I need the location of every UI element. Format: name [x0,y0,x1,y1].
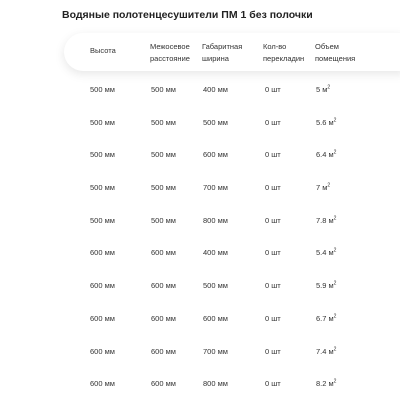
cell-width: 700 мм [203,346,228,356]
volume-value: 8.2 м [316,379,334,389]
cell-rungs: 0 шт [265,313,281,323]
volume-value: 7.8 м [316,215,334,225]
cell-axis-distance: 500 мм [151,85,176,94]
page-title: Водяные полотенцесушители ПМ 1 без полочки [62,9,313,21]
header-height [90,45,116,57]
cell-rungs: 0 шт [265,215,281,225]
cell-width: 600 мм [203,150,228,160]
cell-volume [316,183,330,192]
cell-width: 500 мм [203,281,228,291]
cell-axis-distance: 600 мм [151,346,176,356]
cell-axis-distance: 500 мм [151,215,176,225]
specs-table [64,33,400,389]
cell-rungs: 0 шт [265,183,281,193]
table-row [64,183,400,216]
volume-value: 7.4 м [316,346,334,356]
cell-axis-distance: 600 мм [151,248,176,258]
table-row [64,216,400,249]
cell-volume [316,216,336,225]
cell-axis-distance: 600 мм [151,281,176,291]
header-overall-width [202,41,242,65]
header-label: помещения [315,54,356,63]
table-row [64,347,400,380]
header-label: расстояние [150,54,190,63]
cell-height: 500 мм [90,85,115,94]
cell-height: 500 мм [90,215,115,225]
cell-axis-distance: 500 мм [151,117,176,127]
cell-rungs: 0 шт [265,281,281,291]
cell-rungs: 0 шт [265,346,281,356]
cell-height: 600 мм [90,313,115,323]
volume-value: 5.6 м [316,117,334,127]
cell-volume [316,150,336,159]
cell-rungs: 0 шт [265,85,281,94]
volume-value: 5.9 м [316,281,334,291]
cell-volume [316,281,336,290]
cell-axis-distance: 500 мм [151,183,176,193]
table-row [64,150,400,183]
header-label: Объем [315,42,339,51]
volume-exponent: 2 [327,182,331,189]
header-label: ширина [202,54,229,63]
header-label: Кол-во [263,42,287,51]
cell-rungs: 0 шт [265,248,281,258]
header-label: Габаритная [202,42,243,51]
cell-width: 700 мм [203,183,228,193]
volume-exponent: 2 [333,346,337,352]
cell-volume [316,347,336,356]
volume-value: 5 м [316,85,328,94]
cell-height: 600 мм [90,346,115,356]
header-axis-distance [150,41,190,65]
volume-exponent: 2 [333,313,337,320]
cell-height: 600 мм [90,248,115,258]
table-row [64,379,400,400]
cell-axis-distance: 500 мм [151,150,176,160]
volume-exponent: 2 [333,215,337,222]
header-label: Высота [90,46,116,55]
cell-volume [316,379,336,388]
table-header [64,33,400,71]
header-room-volume [315,41,355,65]
cell-width: 600 мм [203,313,228,323]
cell-rungs: 0 шт [265,150,281,160]
header-label: перекладин [263,54,305,63]
cell-width: 400 мм [203,248,228,258]
cell-height: 600 мм [90,281,115,291]
table-row [64,281,400,314]
cell-axis-distance: 600 мм [151,379,176,389]
cell-width: 400 мм [203,85,228,94]
cell-width: 800 мм [203,379,228,389]
volume-value: 5.4 м [316,248,334,258]
header-label: Межосевое [150,42,190,51]
table-row [64,248,400,281]
volume-exponent: 2 [327,84,331,91]
cell-height: 500 мм [90,183,115,193]
cell-axis-distance: 600 мм [151,313,176,323]
cell-volume [316,85,330,94]
table-row [64,314,400,347]
cell-width: 800 мм [203,215,228,225]
cell-height: 500 мм [90,150,115,160]
volume-value: 6.4 м [316,150,334,160]
cell-rungs: 0 шт [265,117,281,127]
cell-volume [316,118,336,127]
table-body [64,85,400,400]
table-row [64,118,400,151]
table-row [64,85,400,118]
header-rungs-count [263,41,304,65]
cell-volume [316,248,336,257]
volume-exponent: 2 [333,247,337,254]
cell-height: 500 мм [90,117,115,127]
volume-exponent: 2 [333,280,337,287]
volume-value: 6.7 м [316,313,334,323]
volume-value: 7 м [316,183,328,193]
cell-rungs: 0 шт [265,379,281,389]
volume-exponent: 2 [333,117,337,124]
volume-exponent: 2 [333,378,337,385]
cell-height: 600 мм [90,379,115,389]
cell-volume [316,314,336,323]
volume-exponent: 2 [333,149,337,156]
cell-width: 500 мм [203,117,228,127]
